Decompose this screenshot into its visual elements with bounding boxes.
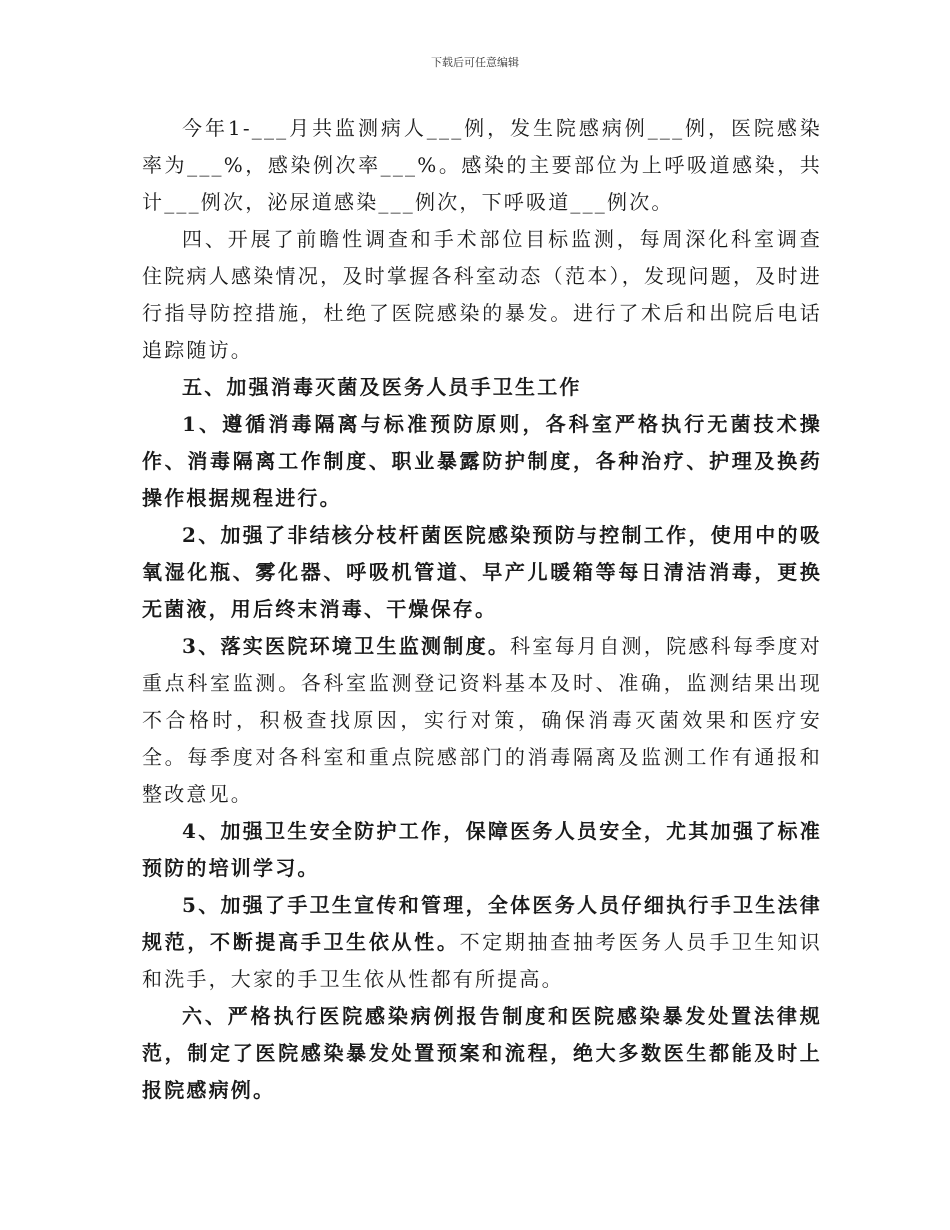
paragraph-item-2: 2、加强了非结核分枝杆菌医院感染预防与控制工作，使用中的吸氧湿化瓶、雾化器、呼吸机管道、早产儿暖箱等每日清洁消毒，更换无菌液，用后终末消毒、干燥保存。 xyxy=(142,523,822,621)
paragraph-statistics: 今年1-___月共监测病人___例，发生院感病例___例，医院感染率为___%，感染例次率___%。感染的主要部位为上呼吸道感染，共计___例次，泌尿道感染___例次，下呼吸道___例次。 xyxy=(142,116,822,214)
heading-section-5: 五、加强消毒灭菌及医务人员手卫生工作 xyxy=(182,375,582,399)
page-header: 下载后可任意编辑 xyxy=(431,56,519,69)
item-3-body: 科室每月自测，院感科每季度对重点科室监测。各科室监测登记资料基本及时、准确，监测结果出现不合格时，积极查找原因，实行对策，确保消毒灭菌效果和医疗安全。每季度对各科室和重点院感部门的消毒隔离及监测工作有通报和整改意见。 xyxy=(142,634,822,806)
document-body xyxy=(142,110,822,1109)
item-5-body: 不定期抽查抽考医务人员手卫生知识和洗手，大家的手卫生依从性都有所提高。 xyxy=(142,930,822,991)
item-3-lead: 3、落实医院环境卫生监测制度。 xyxy=(182,634,511,658)
paragraph-item-3 xyxy=(142,628,822,813)
item-5-lead: 5、加强了手卫生宣传和管理，全体医务人员仔细执行手卫生法律规范，不断提高手卫生依从性。 xyxy=(142,893,822,954)
paragraph-item-5 xyxy=(142,887,822,998)
paragraph-item-4: 4、加强卫生安全防护工作，保障医务人员安全，尤其加强了标准预防的培训学习。 xyxy=(142,819,822,880)
paragraph-section-4: 四、开展了前瞻性调查和手术部位目标监测，每周深化科室调查住院病人感染情况，及时掌握各科室动态（范本），发现问题，及时进行指导防控措施，杜绝了医院感染的暴发。进行了术后和出院后电话追踪随访。 xyxy=(142,227,822,362)
paragraph-item-1: 1、遵循消毒隔离与标准预防原则，各科室严格执行无菌技术操作、消毒隔离工作制度、职业暴露防护制度，各种治疗、护理及换药操作根据规程进行。 xyxy=(142,412,822,510)
paragraph-section-6: 六、严格执行医院感染病例报告制度和医院感染暴发处置法律规范，制定了医院感染暴发处置预案和流程，绝大多数医生都能及时上报院感病例。 xyxy=(142,1004,822,1102)
